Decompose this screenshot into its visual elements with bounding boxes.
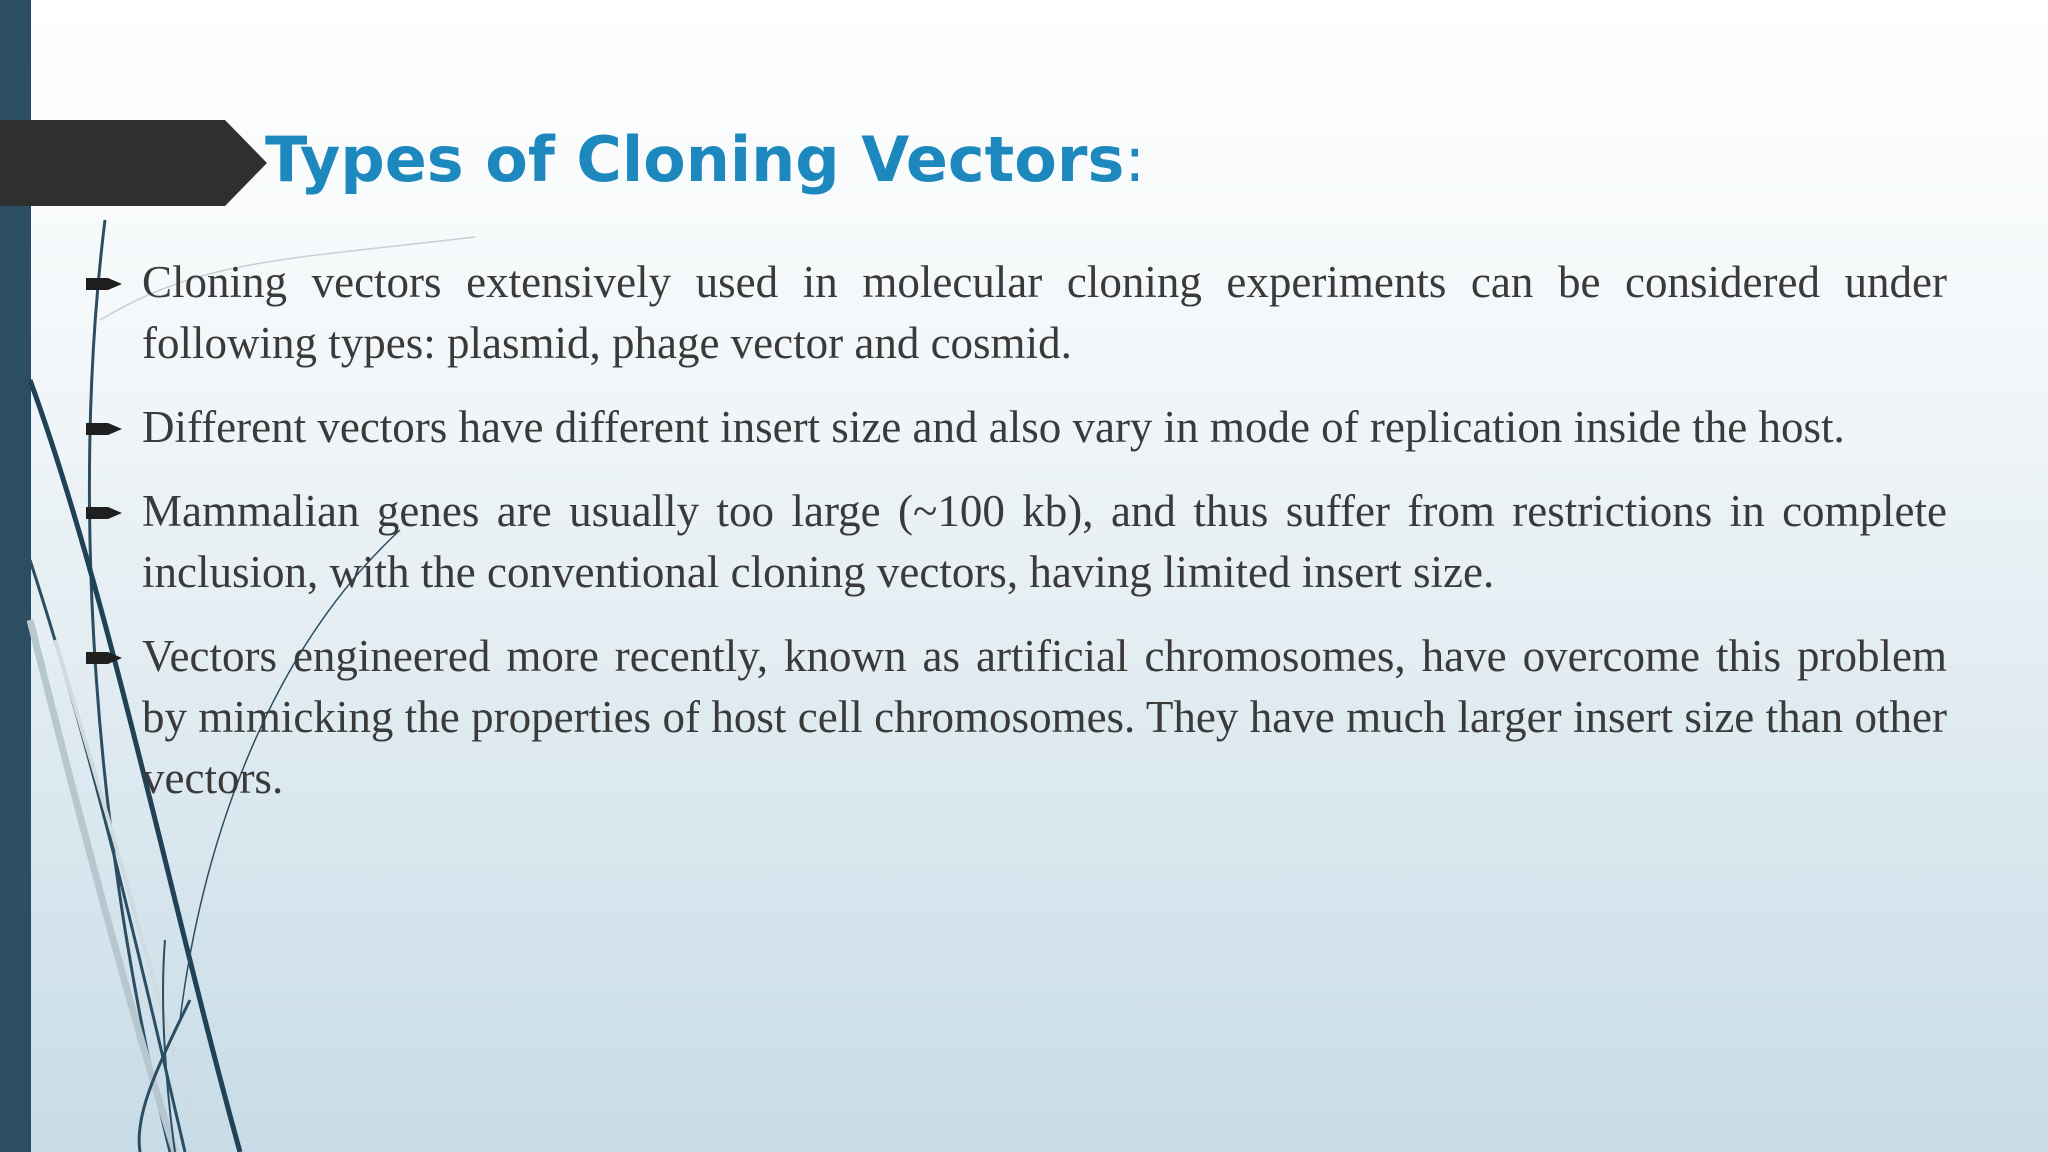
slide-title-colon: : [1124,123,1146,196]
bullet-text: Cloning vectors extensively used in molecular cloning experiments can be considered under following types: plasmid, phage vector and cosmid. [142,257,1947,368]
bullet-item [142,481,1947,603]
title-arrow-shape [0,120,267,206]
pointing-arrow-icon [86,503,122,523]
bullet-item [142,397,1947,458]
bullet-item [142,252,1947,374]
slide-title-text: Types of Cloning Vectors [265,123,1125,196]
pointing-arrow-icon [86,274,122,294]
bullet-text: Different vectors have different insert size and also vary in mode of replication inside the host. [142,402,1845,452]
pointing-arrow-icon [86,648,122,668]
bullet-item [142,626,1947,809]
bullet-list [142,252,1947,809]
bullet-text: Mammalian genes are usually too large (~100 kb), and thus suffer from restrictions in complete inclusion, with the conventional cloning vectors, having limited insert size. [142,486,1947,597]
pointing-arrow-icon [86,419,122,439]
slide-title [265,112,1145,208]
bullet-text: Vectors engineered more recently, known as artificial chromosomes, have overcome this problem by mimicking the properties of host cell chromosomes. They have much larger insert size than other vectors. [142,631,1947,803]
